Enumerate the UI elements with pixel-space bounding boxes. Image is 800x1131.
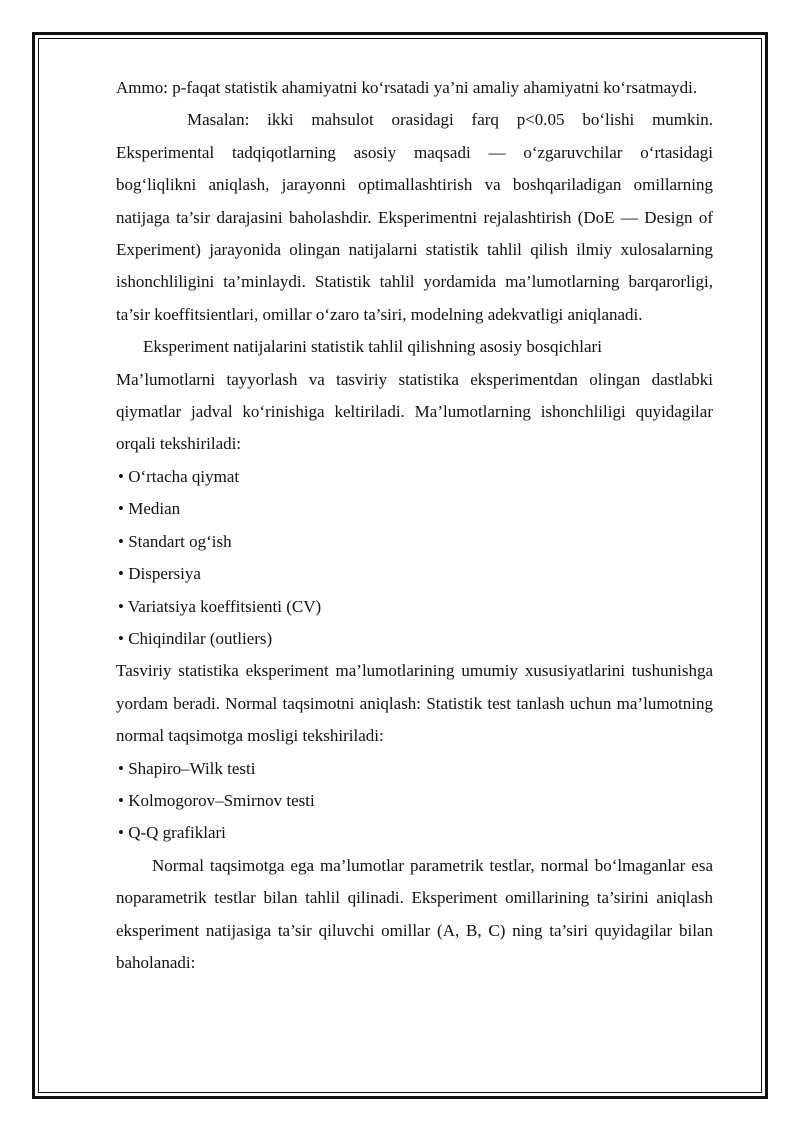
paragraph-data-preparation: Ma’lumotlarni tayyorlash va tasviriy statistika eksperimentdan olingan dastlabki qiymatlar jadval ko‘rinishiga keltiriladi. Ma’lumotlarning ishonchliligi quyidagilar orqali tekshiriladi: (116, 369, 713, 454)
list-item: • Shapiro–Wilk testi (118, 758, 256, 778)
list-item: • Kolmogorov–Smirnov testi (118, 790, 315, 810)
paragraph-normality: Tasviriy statistika eksperiment ma’lumotlarining umumiy xususiyatlarini tushunishga yordam beradi. Normal taqsimotni aniqlash: Statistik test tanlash uchun ma’lumotning normal taqsimotga mosligi tekshiriladi: (116, 661, 713, 746)
paragraph-example: Masalan: ikki mahsulot orasidagi farq p<0.05 bo‘lishi mumkin. Eksperimental tadqiqotlarning asosiy maqsadi — o‘zgaruvchilar o‘rtasidagi bog‘liqlikni aniqlash, jarayonni optimallashtirish va boshqariladigan omillarning natijaga ta’sir darajasini baholashdir. Eksperimentni rejalashtirish (DoE — Design of Experiment) jarayonida olingan natijalarni statistik tahlil qilish ilmiy xulosalarning ishonchliligini ta’minlaydi. Statistik tahlil yordamida ma’lumotlarning barqarorligi, ta’sir koeffitsientlari, omillar o‘zaro ta’siri, modelning adekvatligi aniqlanadi. (116, 110, 713, 324)
list-item: • Median (118, 499, 181, 519)
list-item: • Standart og‘ish (118, 531, 232, 551)
normality-tests-list (116, 753, 713, 850)
document-body (116, 72, 713, 979)
list-item: • Dispersiya (118, 564, 201, 584)
descriptive-stats-list (116, 461, 713, 655)
list-item: • Q-Q grafiklari (118, 823, 226, 843)
paragraph-factor-effects: Normal taqsimotga ega ma’lumotlar parametrik testlar, normal bo‘lmaganlar esa noparametrik testlar bilan tahlil qilinadi. Eksperiment omillarining ta’sirini aniqlash eksperiment natijasiga ta’sir qiluvchi omillar (A, B, C) ning ta’siri quyidagilar bilan baholanadi: (116, 855, 713, 972)
list-item: • Variatsiya koeffitsienti (CV) (118, 596, 322, 616)
section-heading: Eksperiment natijalarini statistik tahlil qilishning asosiy bosqichlari (143, 337, 602, 357)
list-item: • Chiqindilar (outliers) (118, 628, 273, 648)
paragraph-note: Ammo: p-faqat statistik ahamiyatni ko‘rsatadi ya’ni amaliy ahamiyatni ko‘rsatmaydi. (116, 78, 698, 97)
list-item: • O‘rtacha qiymat (118, 466, 240, 486)
